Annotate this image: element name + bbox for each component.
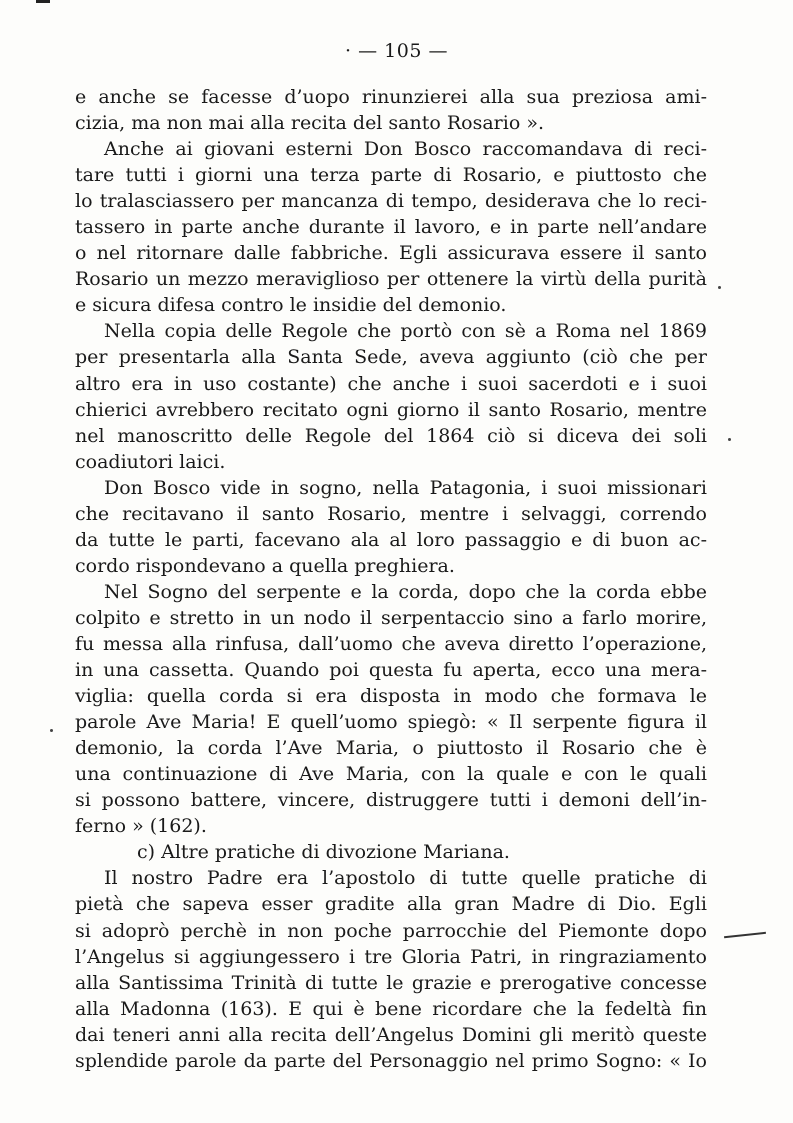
- text-line: per presentarla alla Santa Sede, aveva aggiunto (ciò che per: [75, 346, 707, 369]
- text-line: parole Ave Maria! E quell’uomo spiegò: « Il serpente figura il: [75, 711, 707, 734]
- text-line: o nel ritornare dalle fabbriche. Egli assicurava essere il santo: [75, 242, 707, 265]
- text-line: Nella copia delle Regole che portò con sè a Roma nel 1869: [104, 320, 707, 343]
- text-line: e anche se facesse d’uopo rinunzierei alla sua preziosa ami-: [75, 86, 707, 108]
- text-line: alla Santissima Trinità di tutte le grazie e prerogative concesse: [75, 971, 707, 994]
- text-line: splendide parole da parte del Personaggio nel primo Sogno: « Io: [75, 1049, 707, 1072]
- text-line: ferno » (162).: [75, 815, 207, 838]
- margin-dot: [728, 438, 731, 441]
- body-text: [75, 84, 707, 1074]
- section-subheading: c) Altre pratiche di divozione Mariana.: [137, 841, 510, 864]
- text-line: Don Bosco vide in sogno, nella Patagonia, i suoi missionari: [104, 476, 707, 499]
- text-line: cizia, ma non mai alla recita del santo Rosario ».: [75, 112, 544, 135]
- text-line: tare tutti i giorni una terza parte di Rosario, e piuttosto che: [75, 164, 707, 187]
- text-line: da tutte le parti, facevano ala al loro passaggio e di buon ac-: [75, 528, 707, 551]
- margin-dot: [718, 286, 721, 289]
- text-line: coadiutori laici.: [75, 450, 226, 473]
- text-line: pietà che sapeva esser gradite alla gran Madre di Dio. Egli: [75, 893, 707, 916]
- text-line: in una cassetta. Quando poi questa fu aperta, ecco una mera-: [75, 659, 707, 682]
- text-line: una continuazione di Ave Maria, con la quale e con le quali: [75, 763, 707, 786]
- text-line: si adoprò perchè in non poche parrocchie del Piemonte dopo: [75, 919, 707, 942]
- text-line: e sicura difesa contro le insidie del demonio.: [75, 294, 507, 317]
- text-line: lo tralasciassero per mancanza di tempo, desiderava che lo reci-: [75, 190, 707, 213]
- text-line: Il nostro Padre era l’apostolo di tutte quelle pratiche di: [104, 867, 707, 890]
- text-line: Rosario un mezzo meraviglioso per ottenere la virtù della purità: [75, 268, 707, 291]
- text-line: fu messa alla rinfusa, dall’uomo che aveva diretto l’operazione,: [75, 632, 707, 655]
- text-line: tassero in parte anche durante il lavoro, e in parte nell’andare: [75, 216, 707, 239]
- text-line: alla Madonna (163). E qui è bene ricordare che la fedeltà fin: [75, 997, 707, 1020]
- text-line: si possono battere, vincere, distruggere tutti i demoni dell’in-: [75, 789, 707, 812]
- text-line: altro era in uso costante) che anche i suoi sacerdoti e i suoi: [75, 372, 707, 395]
- text-line: dai teneri anni alla recita dell’Angelus Domini gli meritò queste: [75, 1023, 707, 1046]
- text-line: colpito e stretto in un nodo il serpentaccio sino a farlo morire,: [75, 606, 707, 629]
- text-line: viglia: quella corda si era disposta in modo che formava le: [75, 685, 707, 708]
- text-line: demonio, la corda l’Ave Maria, o piuttosto il Rosario che è: [75, 737, 707, 760]
- page-number-header: · — 105 —: [345, 40, 448, 62]
- text-line: nel manoscritto delle Regole del 1864 ciò si diceva dei soli: [75, 424, 707, 447]
- margin-dot: [50, 729, 53, 732]
- text-line: Anche ai giovani esterni Don Bosco raccomandava di reci-: [104, 138, 707, 161]
- text-line: che recitavano il santo Rosario, mentre i selvaggi, correndo: [75, 502, 707, 525]
- text-line: cordo rispondevano a quella preghiera.: [75, 554, 455, 577]
- text-line: Nel Sogno del serpente e la corda, dopo che la corda ebbe: [104, 580, 707, 603]
- text-line: chierici avrebbero recitato ogni giorno il santo Rosario, mentre: [75, 398, 707, 421]
- scan-mark: [36, 0, 50, 3]
- text-line: l’Angelus si aggiungessero i tre Gloria Patri, in ringraziamento: [75, 945, 707, 968]
- margin-pen-stroke: [724, 932, 766, 938]
